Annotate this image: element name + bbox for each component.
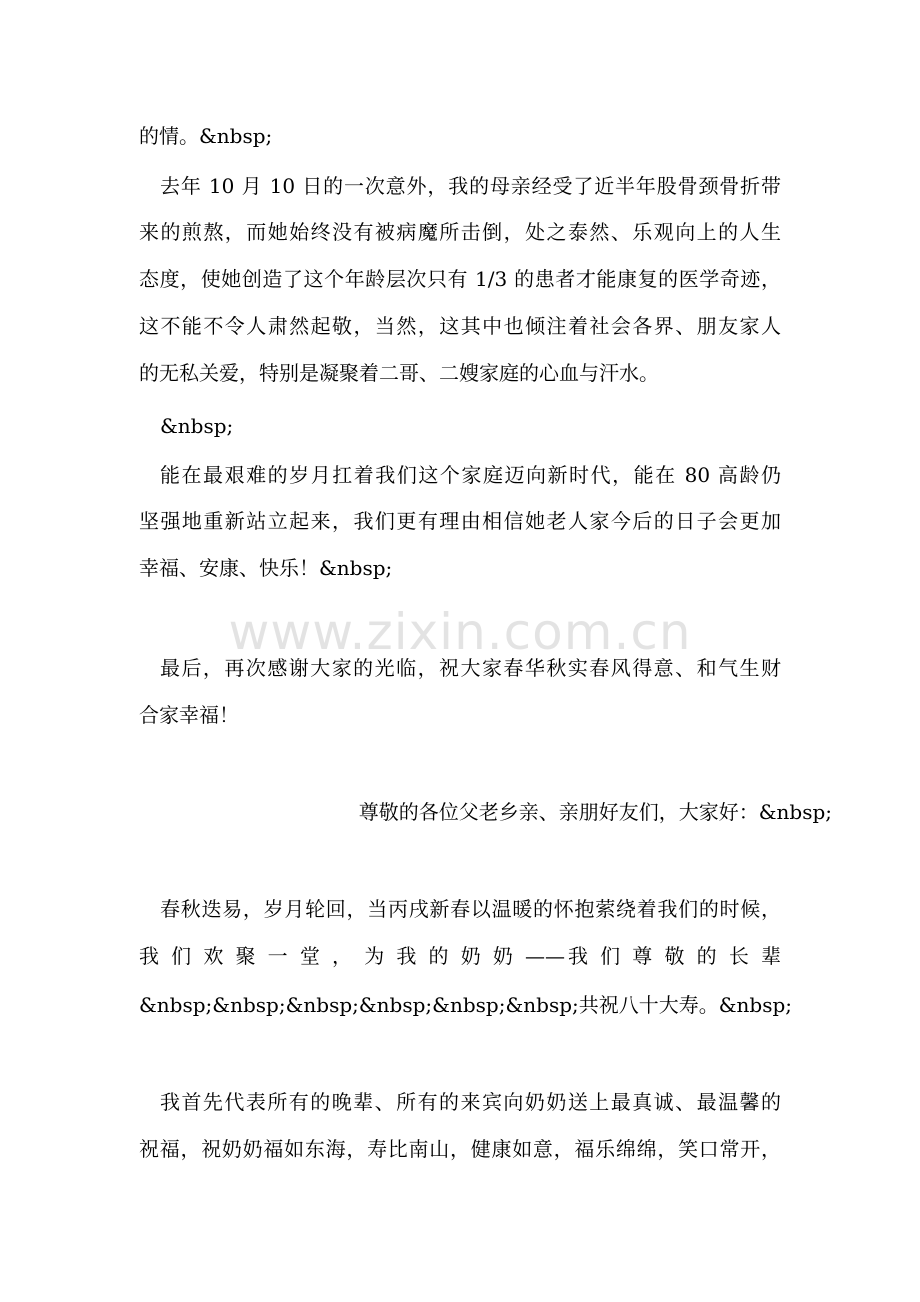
- text-line: 我 们 欢 聚 一 堂 ， 为 我 的 奶 奶 ——我 们 尊 敬 的 长 辈: [139, 944, 781, 968]
- text-line: 坚强地重新站立起来，我们更有理由相信她老人家今后的日子会更加: [139, 509, 781, 533]
- text-line: 能在最艰难的岁月扛着我们这个家庭迈向新时代，能在 80 高龄仍: [160, 463, 781, 487]
- text-line: 我首先代表所有的晚辈、所有的来宾向奶奶送上最真诚、最温馨的: [160, 1090, 781, 1114]
- text-line: 祝福，祝奶奶福如东海，寿比南山，健康如意，福乐绵绵，笑口常开，: [139, 1137, 781, 1161]
- text-line: 合家幸福！: [139, 703, 239, 727]
- text-line: 的情。&nbsp;: [139, 124, 273, 148]
- text-line: &nbsp;&nbsp;&nbsp;&nbsp;&nbsp;&nbsp;共祝八十大寿。&nbsp;: [139, 993, 793, 1017]
- text-line: &nbsp;: [160, 414, 234, 438]
- text-line: 的无私关爱，特别是凝聚着二哥、二嫂家庭的心血与汗水。: [139, 361, 659, 385]
- text-line: 春秋迭易，岁月轮回，当丙戌新春以温暖的怀抱萦绕着我们的时候，: [160, 897, 781, 921]
- watermark: www.zixin.com.cn: [228, 603, 692, 661]
- text-line: 态度，使她创造了这个年龄层次只有 1/3 的患者才能康复的医学奇迹，: [139, 267, 781, 291]
- text-line: 来的煎熬，而她始终没有被病魔所击倒，处之泰然、乐观向上的人生: [139, 220, 781, 244]
- text-line: 去年 10 月 10 日的一次意外，我的母亲经受了近半年股骨颈骨折带: [160, 174, 781, 198]
- text-line: 幸福、安康、快乐！&nbsp;: [139, 556, 393, 580]
- greeting-line: 尊敬的各位父老乡亲、亲朋好友们，大家好：&nbsp;: [358, 800, 832, 824]
- text-line: 最后，再次感谢大家的光临，祝大家春华秋实春风得意、和气生财: [160, 656, 781, 680]
- text-line: 这不能不令人肃然起敬，当然，这其中也倾注着社会各界、朋友家人: [139, 314, 781, 338]
